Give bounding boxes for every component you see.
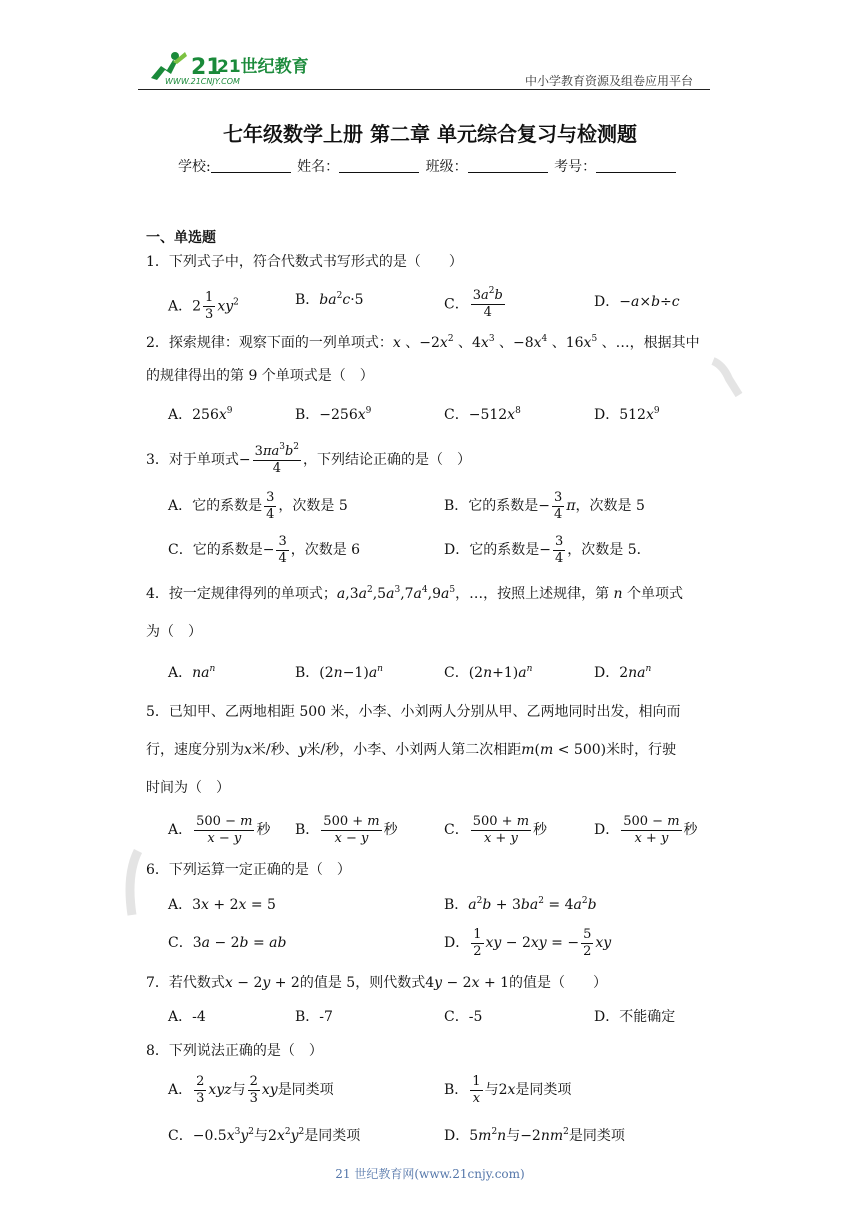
name-label: 姓名： bbox=[297, 159, 340, 175]
q6-option-a: A．3x + 2x = 5 bbox=[168, 897, 276, 913]
exam-no-label: 考号： bbox=[554, 159, 597, 175]
q6-option-c: C．3a − 2b = ab bbox=[168, 935, 287, 951]
q4-stem-line2: 为（ ） bbox=[146, 624, 202, 640]
q3-option-b: B．它的系数是− $\frac{3}{4}$ π，次数是 5 bbox=[444, 489, 645, 522]
q1-option-c: C． $\frac{3a^2b}{4}$ bbox=[444, 286, 503, 320]
q2-option-d: D．$512x^9$ bbox=[594, 406, 660, 423]
q5-stem-line2: 行，速度分别为x米/秒、y米/秒，小李、小刘两人第二次相距m(m < 500)米时，行驶 bbox=[146, 742, 677, 758]
logo-text: 21世纪教育 bbox=[217, 57, 309, 77]
q1-option-b: B．$ba^2c\cdot 5$ bbox=[295, 291, 364, 308]
q6-stem: 6．下列运算一定正确的是（ ） bbox=[146, 862, 351, 878]
q6-option-d: D． $\frac{1}{2}$ xy − 2xy = − $\frac{5}{2}$ xy bbox=[444, 926, 612, 959]
q7-option-a: A．-4 bbox=[168, 1009, 206, 1025]
q5-option-d: D． $\frac{500 - m}{x + y}$ 秒 bbox=[594, 813, 698, 846]
q4-option-d: D．$2na^n$ bbox=[594, 664, 652, 681]
q7-option-c: C．-5 bbox=[444, 1009, 483, 1025]
q1-stem: 1．下列式子中，符合代数式书写形式的是（ ） bbox=[146, 254, 463, 270]
class-label: 班级： bbox=[425, 159, 468, 175]
page-footer: 21 世纪教育网(www.21cnjy.com) bbox=[335, 1167, 525, 1181]
q2-option-c: C．$-512x^8$ bbox=[444, 406, 521, 423]
q8-option-a: A． $\frac{2}{3}$ xyz与 $\frac{2}{3}$ xy是同类项 bbox=[168, 1073, 334, 1106]
svg-text:21: 21 bbox=[191, 55, 222, 80]
school-label: 学校: bbox=[178, 159, 211, 175]
logo-url: WWW.21CNJY.COM bbox=[165, 77, 240, 86]
q5-stem-line1: 5．已知甲、乙两地相距 500 米，小李、小刘两人分别从甲、乙两地同时出发，相向而 bbox=[146, 704, 681, 720]
q7-stem: 7．若代数式x − 2y + 2的值是 5，则代数式4y − 2x + 1的值是（ ） bbox=[146, 975, 608, 991]
q4-stem-line1: 4．按一定规律得列的单项式；$a,3a^2,5a^3,7a^4,9a^5$，…，按照上述规律，第 n 个单项式 bbox=[146, 585, 684, 602]
q7-option-b: B．-7 bbox=[295, 1009, 333, 1025]
q8-option-b: B． $\frac{1}{x}$ 与2x是同类项 bbox=[444, 1073, 572, 1106]
page-title: 七年级数学上册 第二章 单元综合复习与检测题 bbox=[223, 122, 637, 146]
watermark-mark-left bbox=[118, 845, 158, 925]
header-tagline: 中小学教育资源及组卷应用平台 bbox=[525, 74, 694, 88]
q2-option-b: B．$-256x^9$ bbox=[295, 406, 372, 423]
q4-option-b: B．$(2n-1)a^n$ bbox=[295, 664, 383, 681]
q5-stem-line3: 时间为（ ） bbox=[146, 780, 230, 796]
q2-option-a: A．$256x^9$ bbox=[168, 406, 233, 423]
q8-stem: 8．下列说法正确的是（ ） bbox=[146, 1043, 323, 1059]
q2-stem-line2: 的规律得出的第 9 个单项式是（ ） bbox=[146, 368, 374, 384]
watermark-mark-right bbox=[705, 355, 755, 405]
header-divider bbox=[138, 89, 710, 90]
q4-option-c: C．$(2n+1)a^n$ bbox=[444, 664, 533, 681]
q6-option-b: B．$a^2b + 3ba^2 = 4a^2b$ bbox=[444, 896, 597, 913]
q8-option-d: D．$5m^2n$与$-2nm^2$是同类项 bbox=[444, 1127, 625, 1144]
name-blank[interactable] bbox=[339, 158, 419, 173]
school-blank[interactable] bbox=[211, 158, 291, 173]
q1-option-d: D．−a×b÷c bbox=[594, 294, 680, 310]
q5-option-a: A． $\frac{500 - m}{x - y}$ 秒 bbox=[168, 813, 271, 846]
student-info-fields bbox=[178, 156, 678, 176]
q3-option-c: C．它的系数是− $\frac{3}{4}$ ，次数是 6 bbox=[168, 533, 361, 566]
q5-option-c: C． $\frac{500 + m}{x + y}$ 秒 bbox=[444, 813, 548, 846]
site-logo bbox=[143, 48, 318, 88]
q3-stem: 3．对于单项式− $\frac{3\pi a^3b^2}{4}$ ，下列结论正确的是（ ） bbox=[146, 441, 472, 476]
q1-option-a: A．2 $\frac{1}{3}$ $xy^2$ bbox=[168, 290, 239, 322]
q3-option-d: D．它的系数是− $\frac{3}{4}$ ，次数是 5． bbox=[444, 533, 651, 566]
q3-option-a: A．它的系数是 $\frac{3}{4}$ ，次数是 5 bbox=[168, 489, 348, 522]
class-blank[interactable] bbox=[468, 158, 548, 173]
q5-option-b: B． $\frac{500 + m}{x - y}$ 秒 bbox=[295, 813, 398, 846]
section-heading: 一、单选题 bbox=[146, 230, 216, 246]
q4-option-a: A．$na^n$ bbox=[168, 664, 216, 681]
q8-option-c: C．$-0.5x^3y^2$与$2x^2y^2$是同类项 bbox=[168, 1127, 361, 1144]
q7-option-d: D．不能确定 bbox=[594, 1009, 676, 1025]
q2-stem-line1: 2．探索规律：观察下面的一列单项式：x 、$-2x^2$ 、$4x^3$ 、$-8x^4$ 、$16x^5$ 、…，根据其中 bbox=[146, 334, 700, 351]
exam-no-blank[interactable] bbox=[596, 158, 676, 173]
